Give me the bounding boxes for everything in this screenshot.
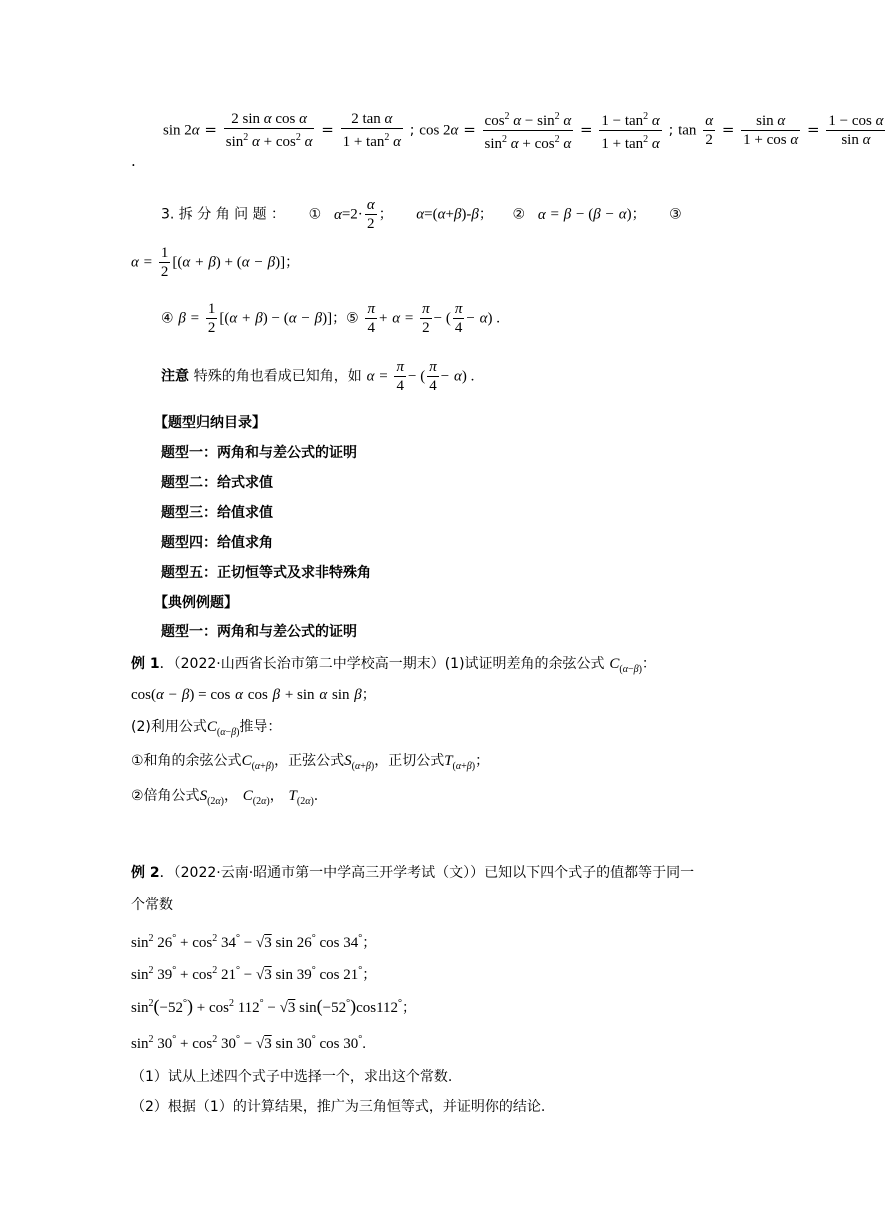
catalog-item-2: 题型二：给式求值 [161, 475, 273, 491]
example2-line2: 个常数 [131, 897, 173, 913]
catalog-item-3: 题型三：给值求值 [161, 505, 273, 521]
split-angle-label: 3. 拆 分 角 问 题 ： [161, 206, 286, 223]
example2-question-2: （2）根据（1）的计算结果，推广为三角恒等式，并证明你的结论. [131, 1099, 546, 1115]
catalog-item-5: 题型五：正切恒等式及求非特殊角 [161, 565, 371, 581]
example2-question-1: （1）试从上述四个式子中选择一个，求出这个常数. [131, 1069, 453, 1085]
example1-part2: (2)利用公式$C_{(\alpha-\beta)}$推导： [131, 719, 282, 738]
note-label: 注意 [161, 368, 189, 385]
example1-line1: 例 1．（2022·山西省长治市第二中学校高一期末）(1)试证明差角的余弦公式 $C_{(\alpha-\beta)}$： [131, 656, 656, 675]
catalog-heading: 【题型归纳目录】 [154, 415, 266, 431]
example2-label: 例 2 [131, 865, 160, 881]
example2-line1 [131, 862, 694, 882]
example2-expr-1: $\sin^2 26^\circ + \cos^2 34^\circ - √3$ sin 26° cos 34°； [131, 933, 377, 951]
catalog-item-1: 题型一：两角和与差公式的证明 [161, 445, 357, 461]
example1-formula: cos(α − β) = cos α cos β + sin α sin β； [131, 687, 376, 703]
example1-item2: ②倍角公式$S_{(2\alpha)}$， $C_{(2\alpha)}$， $T_{(2\alpha)}$. [131, 788, 319, 807]
split-angle-line1: 3. 拆 分 角 问 题 ： ① α=2· $\frac{\alpha}{2}$ ； α=(α+β)-β； ② α = β − (β − α)； ③ [161, 197, 682, 232]
note-line: 注意 特殊的角也看成已知角，如 α = $\frac{\pi}{4}$ − ( $\frac{\pi}{4}$ − α) . [161, 359, 475, 394]
formula-end-period: . [131, 152, 136, 170]
split-angle-line2: α = $\frac{1}{2}$ [(α + β) + (α − β)]； [131, 245, 300, 280]
formula-line-double-angle: sin 2α = $\frac{\text{2 sin α cos α}}{\sin^2 \alpha + \cos^2 \alpha}$ = $\frac{\text{2 tan α}}{1 + \tan^2 \alpha}$ ; cos 2α = $\frac{\cos^2 \alpha - \sin^2 \alpha}{\sin^2 \alpha + \cos^2 \alpha}$ = $\frac{1 - \tan^2 \alpha}{1 + \tan^2 \alpha}$ ; tan $\frac{\alpha}{2}$ = $\frac{\text{sin α}}{\text{1 + cos α}}$ = $\frac{\text{1 − cos α}}{\text{sin α}}$ [163, 108, 887, 153]
split-angle-line3: ④ β = $\frac{1}{2}$ [(α + β) − (α − β)]；⑤ $\frac{\pi}{4}$ + α = $\frac{\pi}{2}$ − ( $\frac{\pi}{4}$ − α) . [161, 301, 500, 336]
example2-source: ．（2022·云南·昭通市第一中学高三开学考试（文））已知以下四个式子的值都等于同一 [159, 865, 695, 881]
examples-heading: 【典例例题】 [154, 595, 238, 611]
note-text: 特殊的角也看成已知角，如 [193, 368, 362, 385]
catalog-item-4: 题型四：给值求角 [161, 535, 273, 551]
example2-expr-4: $\sin^2 30^\circ + \cos^2 30^\circ - √3$ sin 30° cos 30°. [131, 1034, 366, 1052]
example1-source: ．（2022·山西省长治市第二中学校高一期末）(1)试证明差角的余弦公式 [159, 656, 605, 672]
example1-item1: ①和角的余弦公式$C_{(\alpha+\beta)}$，正弦公式$S_{(\alpha+\beta)}$，正切公式$T_{(\alpha+\beta)}$； [131, 753, 490, 772]
example2-expr-3: $\sin^2(-52^\circ) + \cos^2 112^\circ - √3$ sin(−52°)cos112°； [131, 996, 417, 1016]
example1-label: 例 1 [131, 656, 160, 672]
example2-expr-2: $\sin^2 39^\circ + \cos^2 21^\circ - √3$ sin 39° cos 21°； [131, 965, 377, 983]
section1-title: 题型一：两角和与差公式的证明 [161, 624, 357, 640]
